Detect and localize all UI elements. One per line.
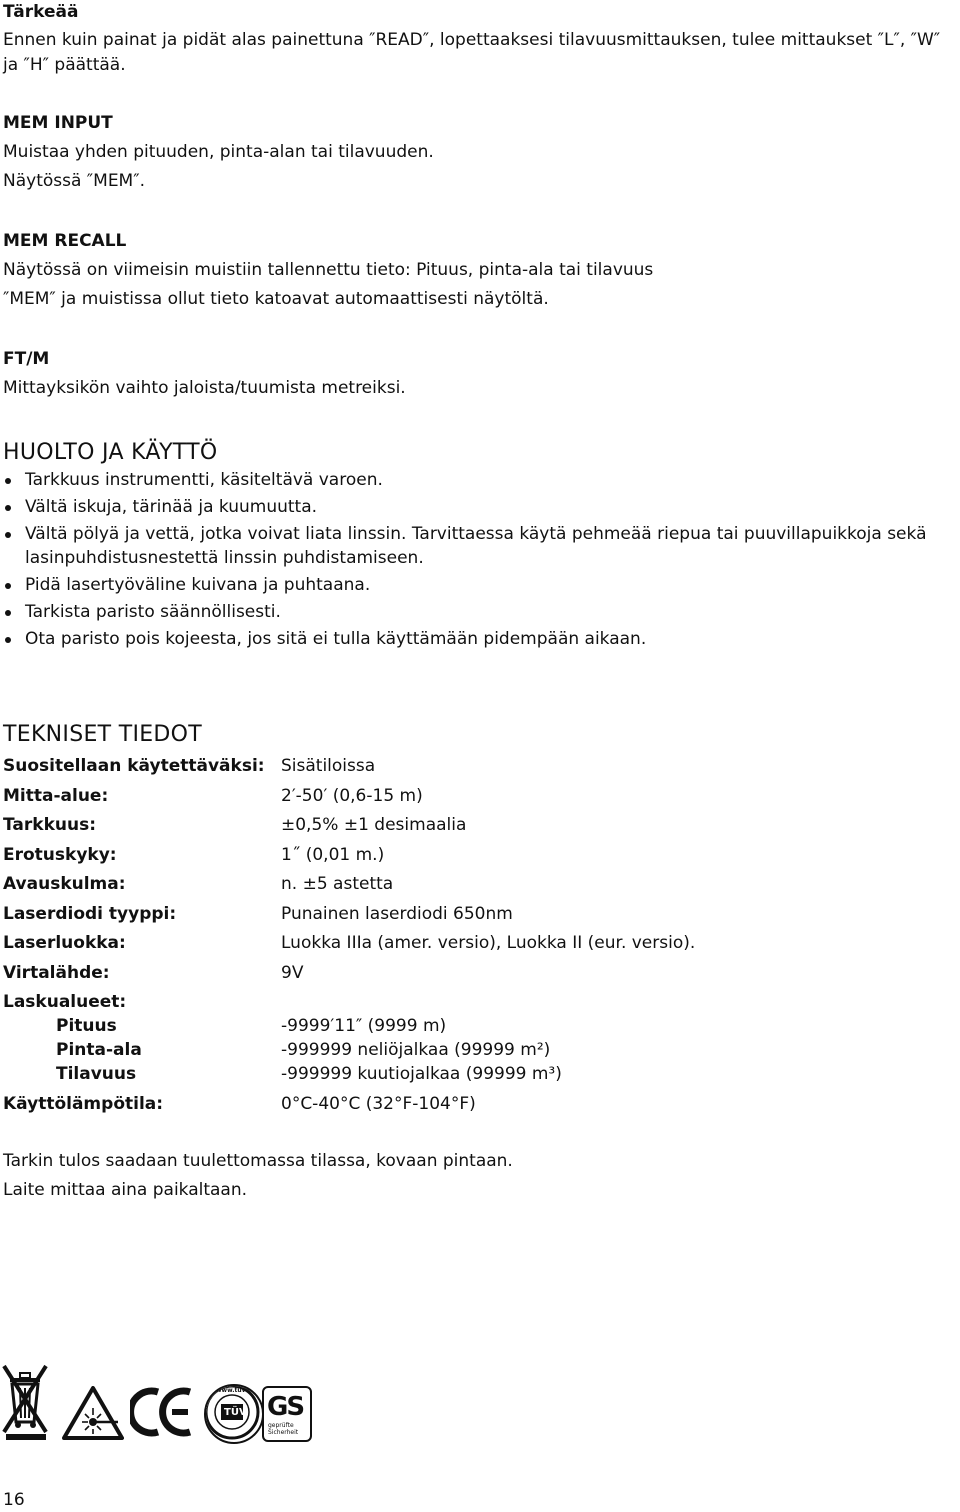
spec-value: 1˝ (0,01 m.) [281,844,385,865]
mem-recall-section [3,227,958,314]
mem-recall-line1: Näytössä on viimeisin muistiin tallennettu tieto: Pituus, pinta-ala tai tilavuus [3,260,654,280]
page-number: 16 [3,1490,25,1510]
ftm-heading: FT/M [3,349,50,369]
specs-title: TEKNISET TIEDOT [3,722,203,747]
important-section [3,0,958,78]
tuv-text: TÜV [224,1407,247,1418]
ftm-text: Mittayksikön vaihto jaloista/tuumista metreiksi. [3,378,406,398]
weee-bin-icon [0,1362,56,1442]
spec-label: Pituus [56,1016,117,1036]
list-item: Vältä pölyä ja vettä, jotka voivat liata linssin. Tarvittaessa käytä pehmeää riepua tai puuvillapuikkoja sekä lasinpuhdistusnestettä linssin puhdistamiseen. [3,522,958,570]
spec-row [3,929,958,959]
spec-row [3,870,958,900]
gs-caption-1: geprüfte [268,1422,294,1429]
list-item: Tarkkuus instrumentti, käsiteltävä varoen. [3,468,958,492]
spec-value: Sisätiloissa [281,756,376,776]
notes-section [3,1147,958,1205]
spec-row [3,1060,958,1090]
spec-label: Erotuskyky: [3,844,117,865]
note-line2: Laite mittaa aina paikaltaan. [3,1180,248,1200]
spec-row [3,811,958,841]
specs-table [3,752,958,1120]
spec-label: Tilavuus [56,1064,137,1084]
spec-ranges-label: Laskualueet: [3,992,127,1012]
spec-value: 0°C-40°C (32°F-104°F) [281,1094,476,1114]
spec-row [3,841,958,871]
spec-value: -999999 kuutiojalkaa (99999 m³) [281,1064,562,1084]
maintenance-section [3,438,958,654]
bullet-icon [5,583,11,589]
list-item: Tarkista paristo säännöllisesti. [3,600,958,624]
bullet-icon [5,505,11,511]
bullet-icon [5,637,11,643]
ftm-section [3,345,958,403]
ce-mark-icon [130,1386,196,1438]
spec-label: Laserluokka: [3,933,126,953]
spec-label: Laserdiodi tyyppi: [3,903,177,924]
spec-row [3,1090,958,1120]
important-text: Ennen kuin painat ja pidät alas painettuna ″READ″, lopettaaksesi tilavuusmittauksen, tulee mittaukset ″L″, ″W″ ja ″H″ päättää. [3,30,941,75]
mem-input-heading: MEM INPUT [3,113,113,133]
spec-row [3,782,958,812]
mem-input-line1: Muistaa yhden pituuden, pinta-alan tai tilavuuden. [3,142,434,162]
spec-row [3,752,958,782]
list-item: Vältä iskuja, tärinää ja kuumuutta. [3,495,958,519]
tuv-url-text: www.tuv.com [216,1387,262,1394]
spec-value: Luokka IIIa (amer. versio), Luokka II (eur. versio). [281,933,696,953]
list-item: Ota paristo pois kojeesta, jos sitä ei tulla käyttämään pidempään aikaan. [3,627,958,651]
spec-row [3,1012,958,1036]
spec-label: Virtalähde: [3,962,110,983]
spec-value: Punainen laserdiodi 650nm [281,903,513,924]
maintenance-list [3,468,958,651]
tuv-logo [204,1384,264,1444]
gs-text: GS [267,1392,304,1422]
laser-warning-icon [62,1386,124,1440]
spec-row [3,1036,958,1060]
bullet-icon [5,532,11,538]
maintenance-title: HUOLTO JA KÄYTTÖ [3,440,218,465]
mem-recall-heading: MEM RECALL [3,231,127,251]
gs-logo [262,1386,312,1442]
spec-value: -999999 neliöjalkaa (99999 m²) [281,1040,551,1060]
spec-label: Suositellaan käytettäväksi: [3,756,265,776]
spec-label: Pinta-ala [56,1040,142,1060]
spec-value: ±0,5% ±1 desimaalia [281,815,467,835]
spec-value: 2′-50′ (0,6-15 m) [281,785,423,806]
spec-label: Tarkkuus: [3,815,96,835]
list-item: Pidä lasertyöväline kuivana ja puhtaana. [3,573,958,597]
mem-recall-line2: ″MEM″ ja muistissa ollut tieto katoavat automaattisesti näytöltä. [3,289,549,309]
specs-section [3,720,958,1120]
mem-input-section [3,109,958,196]
certification-logos [0,1362,320,1442]
spec-value: 9V [281,962,304,983]
gs-caption-2: Sicherheit [268,1429,299,1436]
spec-label: Käyttölämpötila: [3,1094,164,1114]
spec-row [3,900,958,930]
spec-row [3,988,958,1012]
important-heading: Tärkeää [3,2,79,22]
spec-value: -9999′11″ (9999 m) [281,1016,447,1036]
spec-value: n. ±5 astetta [281,874,394,894]
spec-label: Mitta-alue: [3,785,109,806]
spec-row [3,959,958,989]
spec-label: Avauskulma: [3,874,126,894]
mem-input-line2: Näytössä ″MEM″. [3,171,145,191]
bullet-icon [5,478,11,484]
bullet-icon [5,610,11,616]
note-line1: Tarkin tulos saadaan tuulettomassa tilassa, kovaan pintaan. [3,1151,513,1171]
